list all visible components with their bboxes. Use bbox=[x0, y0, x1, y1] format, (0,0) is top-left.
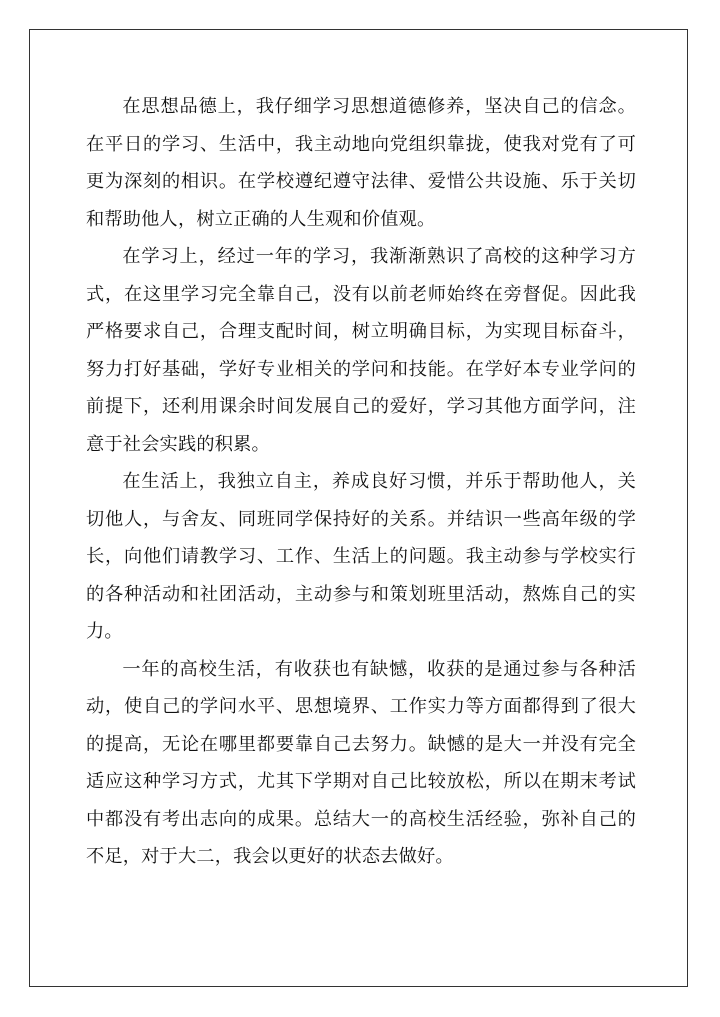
paragraph-moral: 在思想品德上，我仔细学习思想道德修养，坚决自己的信念。在平日的学习、生活中，我主动地向党组织靠拢，使我对党有了可更为深刻的相识。在学校遵纪遵守法律、爱惜公共设施、乐于关切和帮助他人，树立正确的人生观和价值观。 bbox=[86, 96, 636, 230]
paragraph-study: 在学习上，经过一年的学习，我渐渐熟识了高校的这种学习方式，在这里学习完全靠自己，没有以前老师始终在旁督促。因此我严格要求自己，合理支配时间，树立明确目标，为实现目标奋斗，努力打好基础，学好专业相关的学问和技能。在学好本专业学问的前提下，还利用课余时间发展自己的爱好，学习其他方面学问，注意于社会实践的积累。 bbox=[86, 246, 636, 455]
paragraph-summary: 一年的高校生活，有收获也有缺憾，收获的是通过参与各种活动，使自己的学问水平、思想境界、工作实力等方面都得到了很大的提高，无论在哪里都要靠自己去努力。缺憾的是大一并没有完全适应这种学习方式，尤其下学期对自己比较放松，所以在期末考试中都没有考出志向的成果。总结大一的高校生活经验，弥补自己的不足，对于大二，我会以更好的状态去做好。 bbox=[86, 658, 636, 867]
paragraph-life: 在生活上，我独立自主，养成良好习惯，并乐于帮助他人，关切他人，与舍友、同班同学保持好的关系。并结识一些高年级的学长，向他们请教学习、工作、生活上的问题。我主动参与学校实行的各种活动和社团活动，主动参与和策划班里活动，熬炼自己的实力。 bbox=[86, 471, 636, 642]
document-body bbox=[86, 88, 636, 876]
